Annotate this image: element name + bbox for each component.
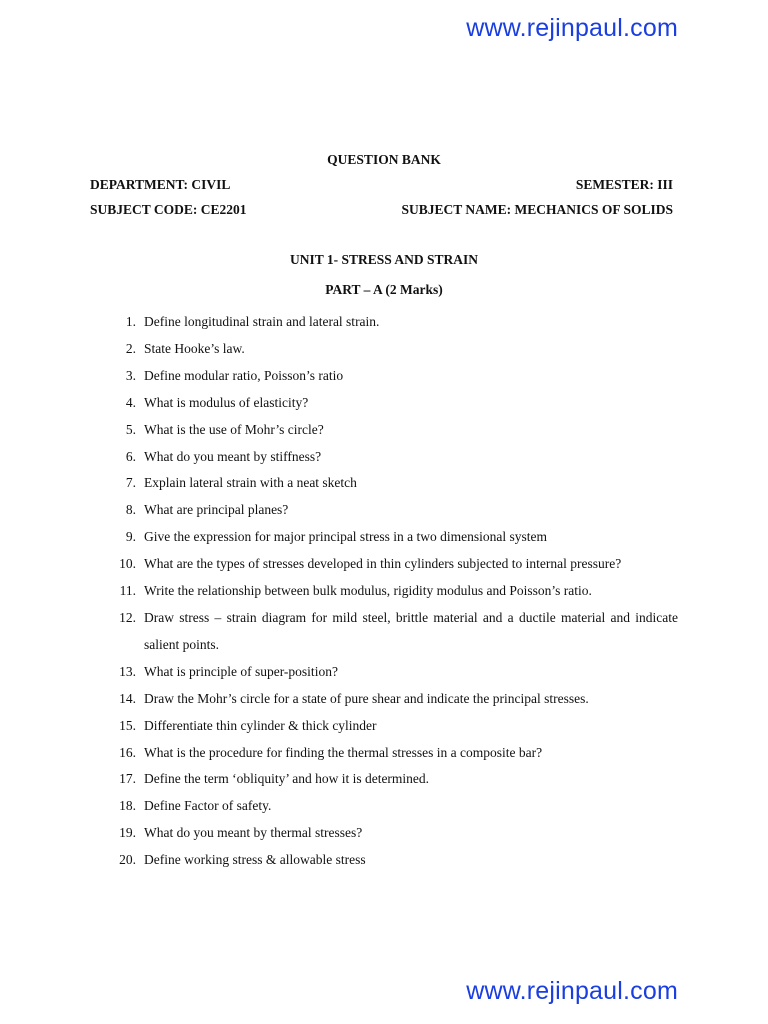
- question-text: What is the procedure for finding the thermal stresses in a composite bar?: [144, 744, 543, 760]
- question-text: Define modular ratio, Poisson’s ratio: [144, 367, 344, 383]
- question-item: [108, 793, 678, 820]
- question-item: [108, 766, 678, 793]
- question-text: Give the expression for major principal stress in a two dimensional system: [144, 529, 548, 545]
- question-text: Define longitudinal strain and lateral strain.: [144, 314, 380, 329]
- question-number: 20.: [119, 852, 136, 868]
- question-number: 3.: [125, 367, 136, 383]
- question-number: 17.: [119, 771, 136, 787]
- question-number: 8.: [125, 502, 136, 518]
- document-title: QUESTION BANK: [327, 152, 441, 167]
- question-text: What do you meant by thermal stresses?: [144, 825, 363, 841]
- question-item: [108, 444, 678, 471]
- question-number: 6.: [125, 448, 136, 464]
- question-text: Explain lateral strain with a neat sketch: [144, 475, 357, 491]
- question-item: [108, 605, 678, 659]
- question-number: 11.: [119, 583, 136, 599]
- question-text: Define working stress & allowable stress: [144, 852, 366, 868]
- question-item: [108, 740, 678, 767]
- question-number: 2.: [125, 340, 136, 356]
- question-item: [108, 578, 678, 605]
- question-number: 14.: [119, 690, 136, 706]
- question-list: [108, 309, 678, 874]
- question-number: 15.: [119, 717, 136, 733]
- subject-name-label: SUBJECT NAME: MECHANICS OF SOLIDS: [401, 202, 673, 217]
- question-item: [108, 551, 678, 578]
- question-item: [108, 470, 678, 497]
- question-number: 9.: [125, 529, 136, 545]
- question-item: [108, 686, 678, 713]
- watermark-top-link[interactable]: www.rejinpaul.com: [466, 14, 678, 42]
- question-text: What are principal planes?: [144, 502, 289, 518]
- question-number: 19.: [119, 825, 136, 841]
- question-text: What is principle of super-position?: [144, 663, 338, 679]
- question-text: Draw stress – strain diagram for mild steel, brittle material and a ductile material and indicate salient points.: [144, 609, 678, 652]
- question-item: [108, 713, 678, 740]
- question-text: State Hooke’s law.: [144, 340, 245, 356]
- question-number: 16.: [119, 744, 136, 760]
- question-text: Define the term ‘obliquity’ and how it is determined.: [144, 771, 430, 787]
- part-heading: PART – A (2 Marks): [325, 282, 443, 297]
- question-item: [108, 820, 678, 847]
- question-number: 12.: [119, 609, 136, 625]
- question-text: What are the types of stresses developed in thin cylinders subjected to internal pressure?: [144, 556, 622, 572]
- subject-code-label: SUBJECT CODE: CE2201: [90, 202, 247, 217]
- question-item: [108, 659, 678, 686]
- question-number: 18.: [119, 798, 136, 814]
- question-number: 1.: [125, 314, 136, 329]
- department-label: DEPARTMENT: CIVIL: [90, 177, 231, 192]
- semester-label: SEMESTER: III: [575, 177, 673, 192]
- question-item: [108, 847, 678, 874]
- question-item: [108, 390, 678, 417]
- question-text: What is modulus of elasticity?: [144, 394, 309, 410]
- question-number: 10.: [119, 556, 136, 572]
- question-text: Draw the Mohr’s circle for a state of pure shear and indicate the principal stresses.: [144, 690, 589, 706]
- question-number: 4.: [125, 394, 136, 410]
- question-item: [108, 309, 678, 336]
- question-text: What do you meant by stiffness?: [144, 448, 322, 464]
- question-number: 5.: [125, 421, 136, 437]
- question-item: [108, 497, 678, 524]
- unit-heading: UNIT 1- STRESS AND STRAIN: [289, 252, 479, 267]
- question-number: 13.: [119, 663, 136, 679]
- watermark-bottom-link[interactable]: www.rejinpaul.com: [466, 977, 678, 1005]
- question-item: [108, 336, 678, 363]
- question-text: What is the use of Mohr’s circle?: [144, 421, 324, 437]
- question-text: Differentiate thin cylinder & thick cylinder: [144, 717, 377, 733]
- question-number: 7.: [125, 475, 136, 491]
- question-item: [108, 524, 678, 551]
- question-text: Define Factor of safety.: [144, 798, 272, 814]
- question-item: [108, 417, 678, 444]
- question-text: Write the relationship between bulk modulus, rigidity modulus and Poisson’s ratio.: [144, 583, 592, 599]
- question-item: [108, 363, 678, 390]
